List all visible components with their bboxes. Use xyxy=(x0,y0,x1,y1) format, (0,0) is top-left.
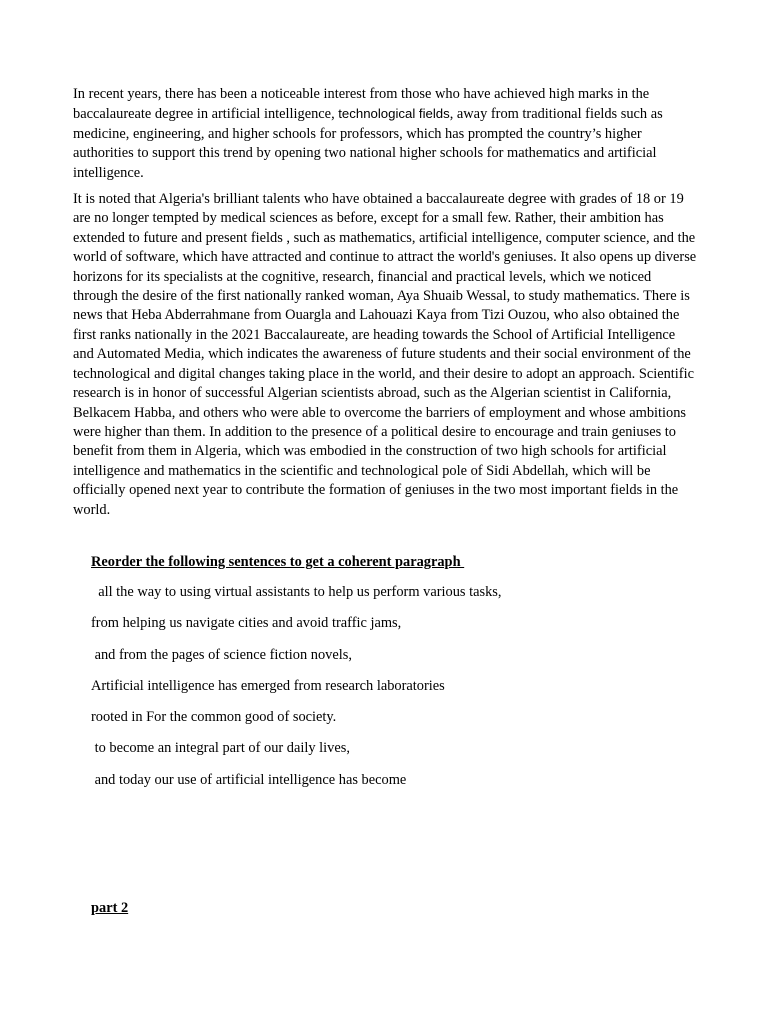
exercise-sentence-3: and from the pages of science fiction novels, xyxy=(91,646,352,663)
exercise-sentence-4: Artificial intelligence has emerged from research laboratories xyxy=(91,677,445,694)
paragraph-1-end: , away from traditional fields such as medicine, engineering, and higher schools for professors, which has prompted the country’s higher authorities to support this trend by opening two national higher schools for mathematics and artificial intelligence. xyxy=(73,106,663,181)
paragraph-2: It is noted that Algeria's brilliant talents who have obtained a baccalaureate degree with grades of 18 or 19 are no longer tempted by medical sciences as before, except for a small few. Rather, their ambition has extended to future and present fields , such as mathematics, artificial intelligence, computer science, and the world of software, which have attracted and continue to attract the world's geniuses. It also opens up diverse horizons for its specialists at the cognitive, research, financial and practical levels, which we noticed through the desire of the first nationally ranked woman, Aya Shuaib Wessal, to study mathematics. There is news that Heba Abderrahmane from Ouargla and Lahouazi Kaya from Tizi Ouzou, who also obtained the first ranks nationally in the 2021 Baccalaureate, are heading towards the School of Artificial Intelligence and Automated Media, which indicates the awareness of future students and their social environment of the technological and digital changes taking place in the world, and their desire to adopt an approach. Scientific research is in honor of successful Algerian scientists abroad, such as the Algerian scientist in California, Belkacem Habba, and others who were able to overcome the barriers of employment and whose ambitions were higher than them. In addition to the presence of a political desire to encourage and train geniuses to benefit from them in Algeria, which was embodied in the construction of two high schools for artificial intelligence and mathematics in the scientific and technological pole of Sidi Abdellah, which will be officially opened next year to contribute the formation of geniuses in the two most important fields in the world. xyxy=(73,191,697,518)
exercise-sentence-1: all the way to using virtual assistants to help us perform various tasks, xyxy=(91,584,502,600)
exercise-title: Reorder the following sentences to get a coherent paragraph xyxy=(91,554,465,570)
exercise-sentence-5: rooted in For the common good of society. xyxy=(91,709,337,726)
reorder-exercise xyxy=(91,553,691,802)
document-body xyxy=(73,85,699,527)
part-2-heading: part 2 xyxy=(91,900,129,916)
paragraph-1-sans-phrase: technological fields xyxy=(338,106,450,122)
paragraph-1-start: In recent years, there has been a noticeable interest from those who have achieved high marks in the baccalaureate degree in artificial intelligence, xyxy=(73,86,650,123)
exercise-sentence-2: from helping us navigate cities and avoid traffic jams, xyxy=(91,615,402,632)
paragraph-1 xyxy=(73,85,699,183)
exercise-sentence-6: to become an integral part of our daily lives, xyxy=(91,740,350,757)
exercise-sentence-7: and today our use of artificial intelligence has become xyxy=(91,771,407,788)
